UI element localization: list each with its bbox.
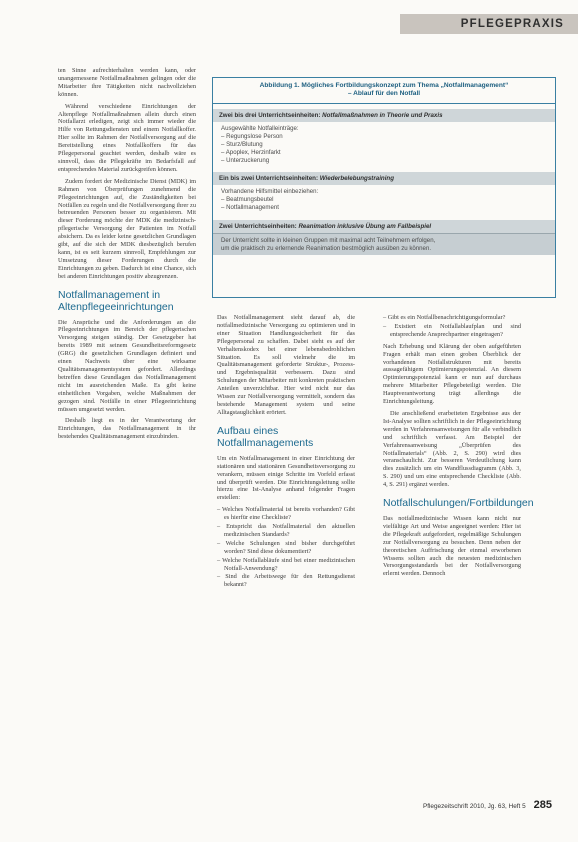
paragraph: Während verschiedene Einrichtungen der Altenpflege Notfallmaßnahmen allein durch einen Notfallarzt erledigen, zeigt sich immer wieder die Hilfe von Rettungsdiensten und einem Notfallkoffer. Hier sollte im Rahmen der Notfallversorgung auf die Bereitstellung eines Notfallkoffers für das Pflegepersonal geachtet werden, deshalb wäre es sinnvoll, dass die Pflegekräfte im Bedarfsfall auf entsprechendes Material zurückgreifen können. bbox=[58, 102, 196, 173]
figure-block-heading bbox=[213, 220, 555, 234]
paragraph: Das Notfallmanagement sieht darauf ab, die notfallmedizinische Versorgung zu optimieren und in einer Situation Handlungssicherheit für das Pflegepersonal zu schaffen. Dabei sieht es auf der Verhaltenskodex bei einer lebensbedrohlichen Situation. Es soll vielmehr die im Qualitätsmanagement geforderte Struktur-, Prozess- und Ergebnisqualität verbessern. Dazu sind Schulungen der Mitarbeiter mit konkreten praktischen Anteilen unverzichtbar. Hier wird nicht nur das Wissen zur Notfallversorgung vermittelt, sondern das bestehende Management system und seine Alltagstauglichkeit erörtert. bbox=[217, 314, 355, 416]
block-line: Ausgewählte Notfalleinträge: bbox=[221, 124, 299, 132]
caption-line: – Ablauf für den Notfall bbox=[347, 90, 421, 98]
figure-block-body bbox=[213, 122, 555, 167]
figure-block-last bbox=[213, 220, 555, 255]
list-item: – Gibt es ein Notfallbenachrichtigungsformular? bbox=[383, 314, 506, 321]
block-line: Vorhandene Hilfsmittel einbeziehen: bbox=[221, 188, 319, 196]
list-item: – Sind die Arbeitswege für den Rettungsdienst bekannt? bbox=[217, 573, 355, 589]
paragraph: Zudem fordert der Medizinische Dienst (MDK) im Rahmen von Überprüfungen zunehmend die Pflegeeinrichtungen auf, die Zuständigkeiten bei Notfällen zu regeln und die Notfallversorgung ihrer zu betreuenden Personen besser zu organisieren. Mit dieser Forderung möchte der MDK die medizinisch-pflegerische Versorgung der Patienten im Notfall absichern. Da es leider keine gesetzlichen Grundlagen gibt, auf die sich der MDK diesbezüglich berufen kann, ist es seit kurzem sinnvoll, Empfehlungen zur Umsetzung dieser Forderungen durch die Einrichtungen zu geben. Dadurch ist eine Chance, sich bei anderen Einrichtungen positiv abzugrenzen. bbox=[58, 177, 196, 280]
journal-reference: Pflegezeitschrift 2010, Jg. 63, Heft 5 bbox=[422, 803, 526, 810]
block-line: um die praktisch zu erlernende Reanimation bestmöglich ausüben zu können. bbox=[221, 244, 432, 252]
block-heading-label: Ein bis zwei Unterrichtseinheiten: bbox=[219, 175, 319, 183]
block-heading-label: Zwei Unterrichtseinheiten: bbox=[219, 222, 297, 230]
list-item: – Welches Notfallmaterial ist bereits vorhanden? Gibt es hierfür eine Checkliste? bbox=[217, 506, 356, 522]
block-heading-topic: Reanimation inklusive Übung am Fallbeispiel bbox=[298, 222, 432, 230]
figure-box bbox=[212, 77, 556, 298]
block-line: – Regungslose Person bbox=[221, 132, 283, 140]
question-list bbox=[383, 314, 521, 339]
figure-block-body bbox=[213, 185, 555, 214]
paragraph: ten Sinne aufrechterhalten werden kann, oder unangemessene Notfallmaßnahmen gelingen oder die Mitarbeiter ihre Tätigkeiten nicht nachvollziehen können. bbox=[58, 67, 196, 98]
block-line: – Beatmungsbeutel bbox=[221, 196, 274, 204]
paragraph: Deshalb liegt es in der Verantwortung der Einrichtungen, das Notfallmanagement in ihr bestehendes Qualitätsmanagement einzubinden. bbox=[58, 417, 196, 441]
paragraph: Die Ansprüche und die Anforderungen an die Pflegeeinrichtungen im Bereich der pflegerischen Versorgung steigen ständig. Der Gesetzgeber hat bereits 1989 mit seinem Gesundheitsreformgesetz (GRG) die gesetzlichen Grundlagen definiert und einen Nachweis über eine wirksame Qualitätsmanagementsystem gefordert. Allerdings betreffen diese Grundlagen das Notfallmanagement nicht im ausreichenden Maße. Es gibt keine einheitlichen Vorgaben, welche Maßnahmen der gezogen sind. Notfälle in einer Pflegeeinrichtung müssen umgesetzt werden. bbox=[58, 318, 196, 413]
paragraph: Nach Erhebung und Klärung der oben aufgeführten Fragen erhält man einen groben Überblick der vorhandenen Notfallstrukturen mit bereits aussagefähigem Optimierungspotenzial. An diesem Optimierungspotenzial kann er nun auf durchaus mehrere Mitarbeiter Pflegebeteiligt werden. Die Hauptverantwortung trägt allerdings die Einrichtungsleitung. bbox=[383, 342, 521, 406]
block-line: – Notfallmanagement bbox=[221, 204, 279, 212]
paragraph: Um ein Notfallmanagement in einer Einrichtung der stationären und stationären Gesundheitsversorgung zu verankern, müssen einige Schritte im Vorfeld erfasst und überprüft werden. Die Einrichtungsleitung sollte hierzu eine Ist-Analyse anhand folgender Fragen erstellen: bbox=[217, 454, 355, 502]
question-list bbox=[217, 506, 355, 589]
section-heading: Notfallmanagement in Altenpflegeeinrichtungen bbox=[58, 288, 174, 313]
column-2 bbox=[217, 314, 355, 593]
block-line: – Apoplex, Herzinfarkt bbox=[221, 149, 281, 157]
block-heading-topic: Wiederbelebungstraining bbox=[319, 175, 394, 183]
caption-line: Abbildung 1. Mögliches Fortbildungskonzept zum Thema „Notfallmanagement“ bbox=[259, 82, 509, 89]
block-heading-label: Zwei bis drei Unterrichtseinheiten: bbox=[219, 111, 321, 119]
section-header bbox=[400, 14, 578, 34]
list-item: – Welche Notfallabläufe sind bei einer medizinischen Notfall-Anwendung? bbox=[217, 556, 355, 572]
block-line: Der Unterricht sollte in kleinen Gruppen mit maximal acht Teilnehmern erfolgen, bbox=[221, 236, 436, 244]
list-item: – Existiert ein Notfallablaufplan und sind entsprechende Ansprechpartner eingetragen? bbox=[383, 322, 521, 338]
section-heading: Aufbau eines Notfallmanagements bbox=[217, 424, 314, 449]
column-3 bbox=[383, 314, 534, 582]
paragraph: Das notfallmedizinische Wissen kann nicht nur vielfältige Art und Weise angeeignet werden: Hier ist die Pflegekraft aufgefordert, regelmäßige Schulungen zur Notfallversorgung zu besuchen. Denn neben der theoretischen Auffrischung der einmal erworbenen Wissens sollten auch die neuesten medizinischen Versorgungsstandards bei der Notfallversorgung erlernt werden. Dennoch bbox=[383, 515, 521, 578]
page-number: 285 bbox=[533, 799, 552, 811]
figure-block-heading bbox=[213, 109, 555, 122]
paragraph: Die anschließend erarbeiteten Ergebnisse aus der Ist-Analyse sollten schriftlich in der Pflegeeinrichtung werden in Verfahrensanweisungen für alle verbindlich und schriftlich verfasst. Am Beispiel der Verfahrensanweisung „Überprüfen des Notfallmaterials“ (Abb. 2, S. 290) wird dies veranschaulicht. Zur besseren Verdeutlichung kann dies zusätzlich um ein Wandflussdiagramm (Abb. 3, S. 290) und um eine entsprechende Checkliste (Abb. 4, S. 291) ergänzt werden. bbox=[383, 409, 521, 489]
section-title: PFLEGEPRAXIS bbox=[460, 18, 564, 30]
list-item: – Entspricht das Notfallmaterial den aktuellen medizinischen Standards? bbox=[217, 523, 355, 538]
block-line: – Sturz/Blutung bbox=[221, 141, 263, 148]
figure-block-heading bbox=[213, 172, 555, 185]
figure-caption bbox=[213, 78, 555, 104]
list-item: – Welche Schulungen sind bisher durchgeführt worden? Sind diese dokumentiert? bbox=[217, 539, 355, 555]
page-footer bbox=[382, 799, 552, 811]
column-1 bbox=[58, 67, 196, 445]
block-line: – Unterzuckerung bbox=[221, 157, 270, 165]
section-heading: Notfallschulungen/Fortbildungen bbox=[383, 497, 534, 510]
block-heading-topic: Notfallmaßnahmen in Theorie und Praxis bbox=[322, 111, 443, 119]
figure-block-body bbox=[213, 234, 555, 255]
